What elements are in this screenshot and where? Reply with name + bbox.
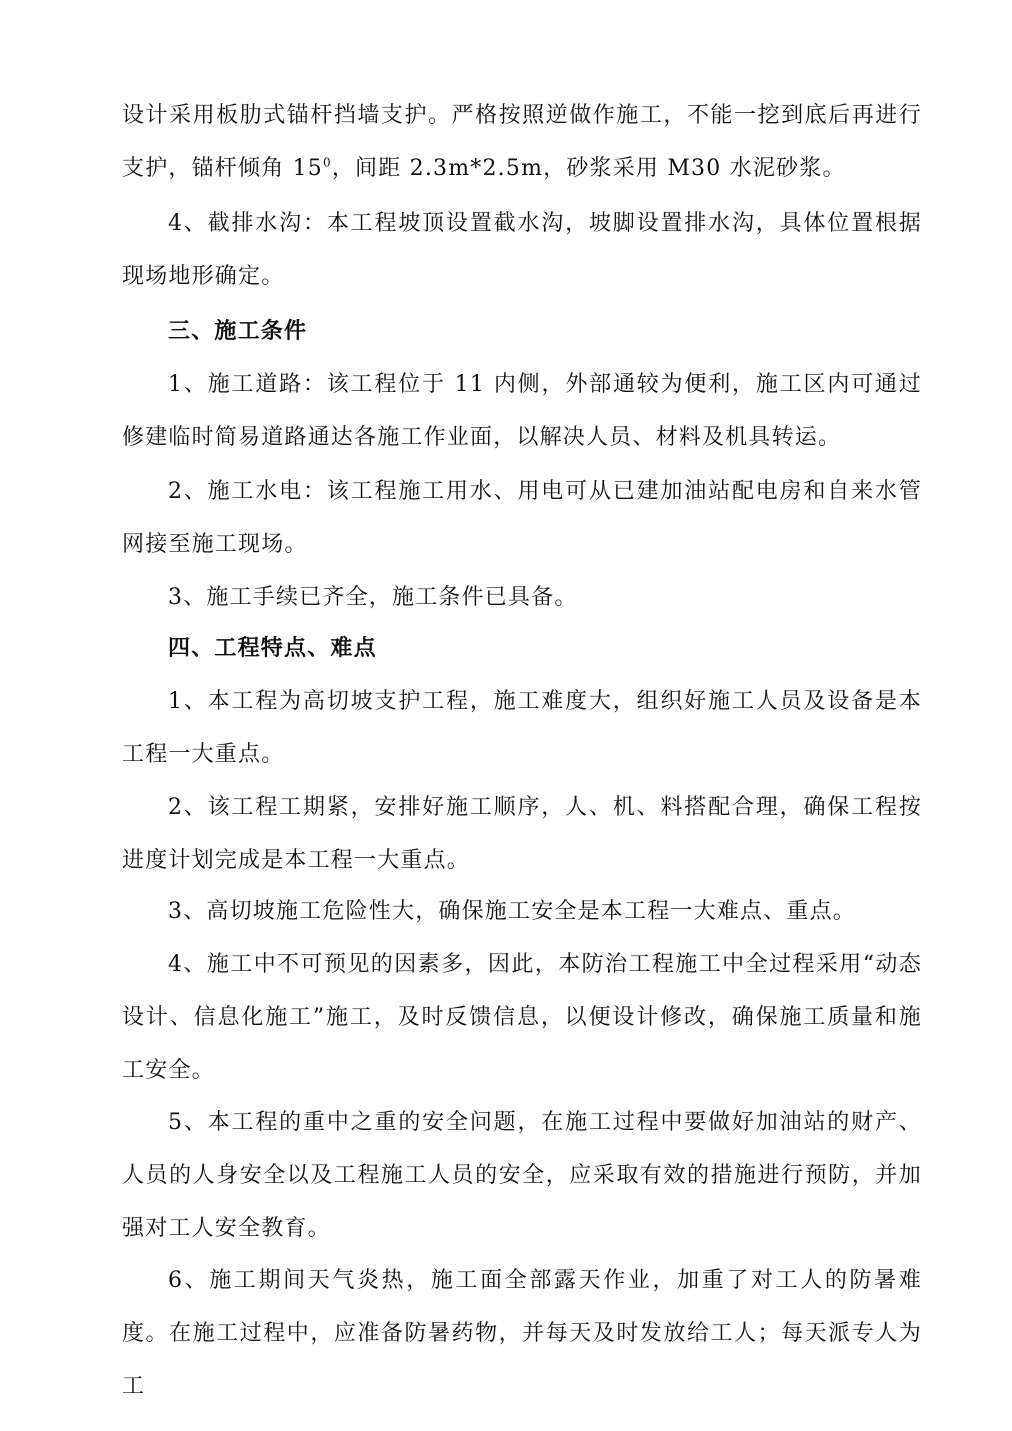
paragraph-text: 设计采用板肋式锚杆挡墙支护。严格按照逆做作施工，不能一挖到底后再进行支护，锚杆倾角 15 bbox=[122, 103, 922, 181]
paragraph-feature-2: 2、该工程工期紧，安排好施工顺序，人、机、料搭配合理，确保工程按进度计划完成是本工程一大重点。 bbox=[122, 795, 922, 873]
paragraph-drainage: 4、截排水沟：本工程坡顶设置截水沟，坡脚设置排水沟，具体位置根据现场地形确定。 bbox=[122, 211, 922, 289]
paragraph-feature-6: 6、施工期间天气炎热，施工面全部露天作业，加重了对工人的防暑难度。在施工过程中，应准备防暑药物，并每天及时发放给工人；每天派专人为工 bbox=[122, 1268, 922, 1399]
paragraph-anchor-support bbox=[122, 89, 922, 195]
paragraph-water-power: 2、施工水电：该工程施工用水、用电可从已建加油站配电房和自来水管网接至施工现场。 bbox=[122, 479, 922, 557]
section-heading-construction-conditions: 三、施工条件 bbox=[168, 319, 308, 344]
paragraph-text-continued: ，间距 2.3m*2.5m，砂浆采用 M30 水泥砂浆。 bbox=[331, 156, 846, 181]
section-heading-features-difficulties: 四、工程特点、难点 bbox=[168, 636, 377, 661]
degree-superscript: 0 bbox=[323, 155, 332, 170]
paragraph-feature-3: 3、高切坡施工危险性大，确保施工安全是本工程一大难点、重点。 bbox=[168, 899, 856, 924]
paragraph-construction-road: 1、施工道路：该工程位于 11 内侧，外部通较为便利，施工区内可通过修建临时简易道路通达各施工作业面，以解决人员、材料及机具转运。 bbox=[122, 372, 922, 450]
paragraph-procedures: 3、施工手续已齐全，施工条件已具备。 bbox=[168, 585, 578, 610]
paragraph-feature-1: 1、本工程为高切坡支护工程，施工难度大，组织好施工人员及设备是本工程一大重点。 bbox=[122, 689, 922, 767]
paragraph-feature-4: 4、施工中不可预见的因素多，因此，本防治工程施工中全过程采用“动态设计、信息化施工”施工，及时反馈信息，以便设计修改，确保施工质量和施工安全。 bbox=[122, 952, 922, 1083]
paragraph-feature-5: 5、本工程的重中之重的安全问题，在施工过程中要做好加油站的财产、人员的人身安全以及工程施工人员的安全，应采取有效的措施进行预防，并加强对工人安全教育。 bbox=[122, 1110, 922, 1241]
